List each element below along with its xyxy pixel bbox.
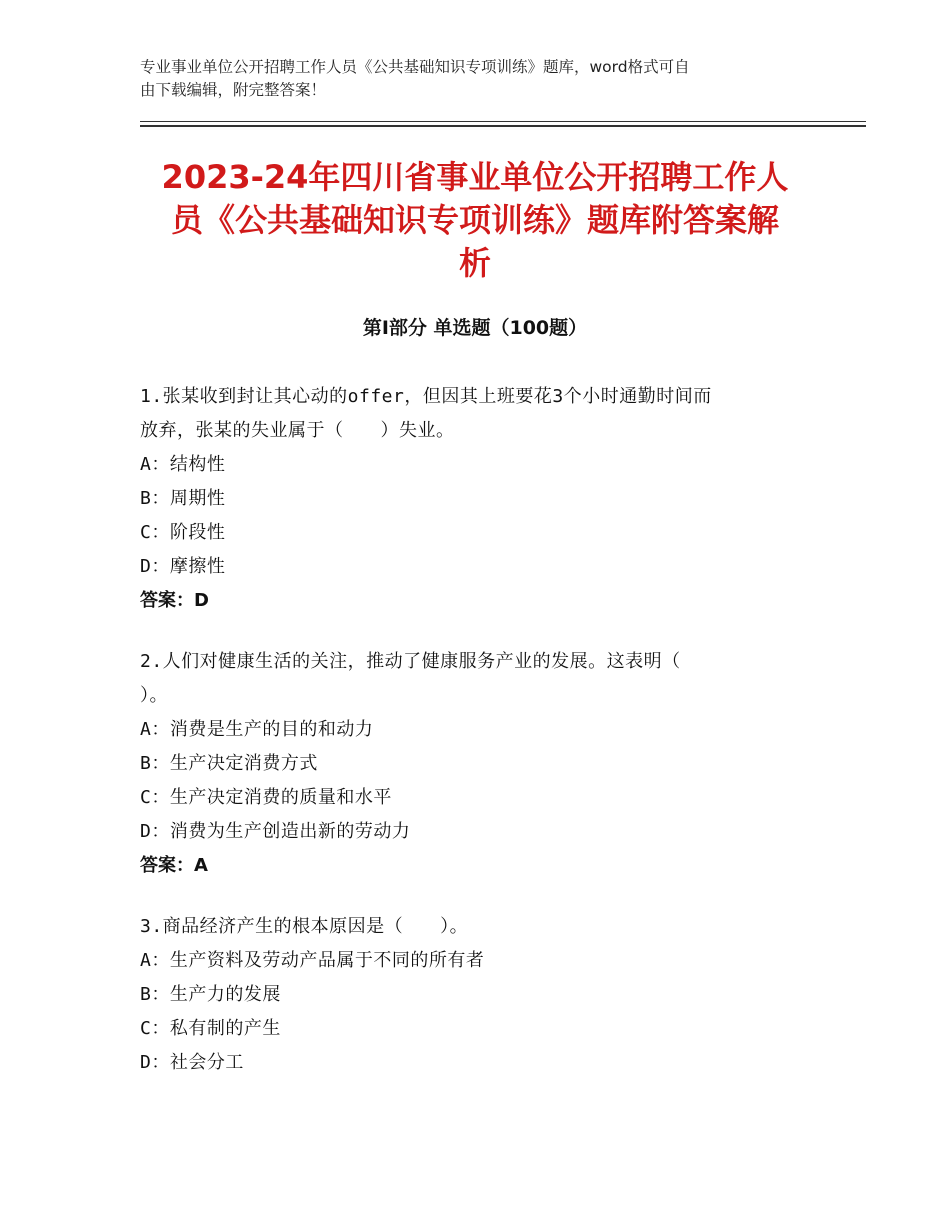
- header-line-1: 专业事业单位公开招聘工作人员《公共基础知识专项训练》题库，word格式可自: [140, 58, 690, 76]
- question-1: [140, 380, 810, 618]
- question-stem: [140, 910, 810, 944]
- section-heading: 第Ⅰ部分 单选题（100题）: [362, 317, 588, 339]
- question-3: [140, 910, 810, 1080]
- option-d: D：社会分工: [140, 1052, 244, 1073]
- header-divider-thin: [140, 121, 866, 122]
- option-c: C：生产决定消费的质量和水平: [140, 787, 392, 808]
- option-a: A：消费是生产的目的和动力: [140, 719, 374, 740]
- option-c: C：私有制的产生: [140, 1018, 281, 1039]
- answer-label: 答案：D: [140, 590, 209, 611]
- option-d: D：摩擦性: [140, 556, 226, 577]
- answer-label: 答案：A: [140, 855, 208, 876]
- title-line-3: 析: [458, 244, 491, 282]
- stem-line: 2.人们对健康生活的关注，推动了健康服务产业的发展。这表明（: [140, 651, 681, 672]
- question-list: [140, 380, 810, 1107]
- option-b: B：生产决定消费方式: [140, 753, 318, 774]
- document-header: [140, 56, 808, 102]
- stem-line: ）。: [140, 685, 168, 706]
- question-2: [140, 645, 810, 883]
- option-d: D：消费为生产创造出新的劳动力: [140, 821, 411, 842]
- question-stem: [140, 380, 810, 448]
- option-b: B：生产力的发展: [140, 984, 281, 1005]
- option-a: A：结构性: [140, 454, 226, 475]
- title-line-1: 2023-24年四川省事业单位公开招聘工作人: [161, 158, 789, 196]
- stem-line: 放弃，张某的失业属于（ ）失业。: [140, 420, 455, 441]
- option-c: C：阶段性: [140, 522, 226, 543]
- option-a: A：生产资料及劳动产品属于不同的所有者: [140, 950, 485, 971]
- question-stem: [140, 645, 810, 713]
- stem-line: 3.商品经济产生的根本原因是（ ）。: [140, 916, 469, 937]
- title-line-2: 员《公共基础知识专项训练》题库附答案解: [170, 201, 779, 239]
- option-b: B：周期性: [140, 488, 226, 509]
- header-divider-thick: [140, 125, 866, 127]
- document-title: [140, 156, 810, 285]
- stem-line: 1.张某收到封让其心动的offer，但因其上班要花3个小时通勤时间而: [140, 386, 712, 407]
- header-line-2: 由下载编辑，附完整答案！: [140, 81, 327, 99]
